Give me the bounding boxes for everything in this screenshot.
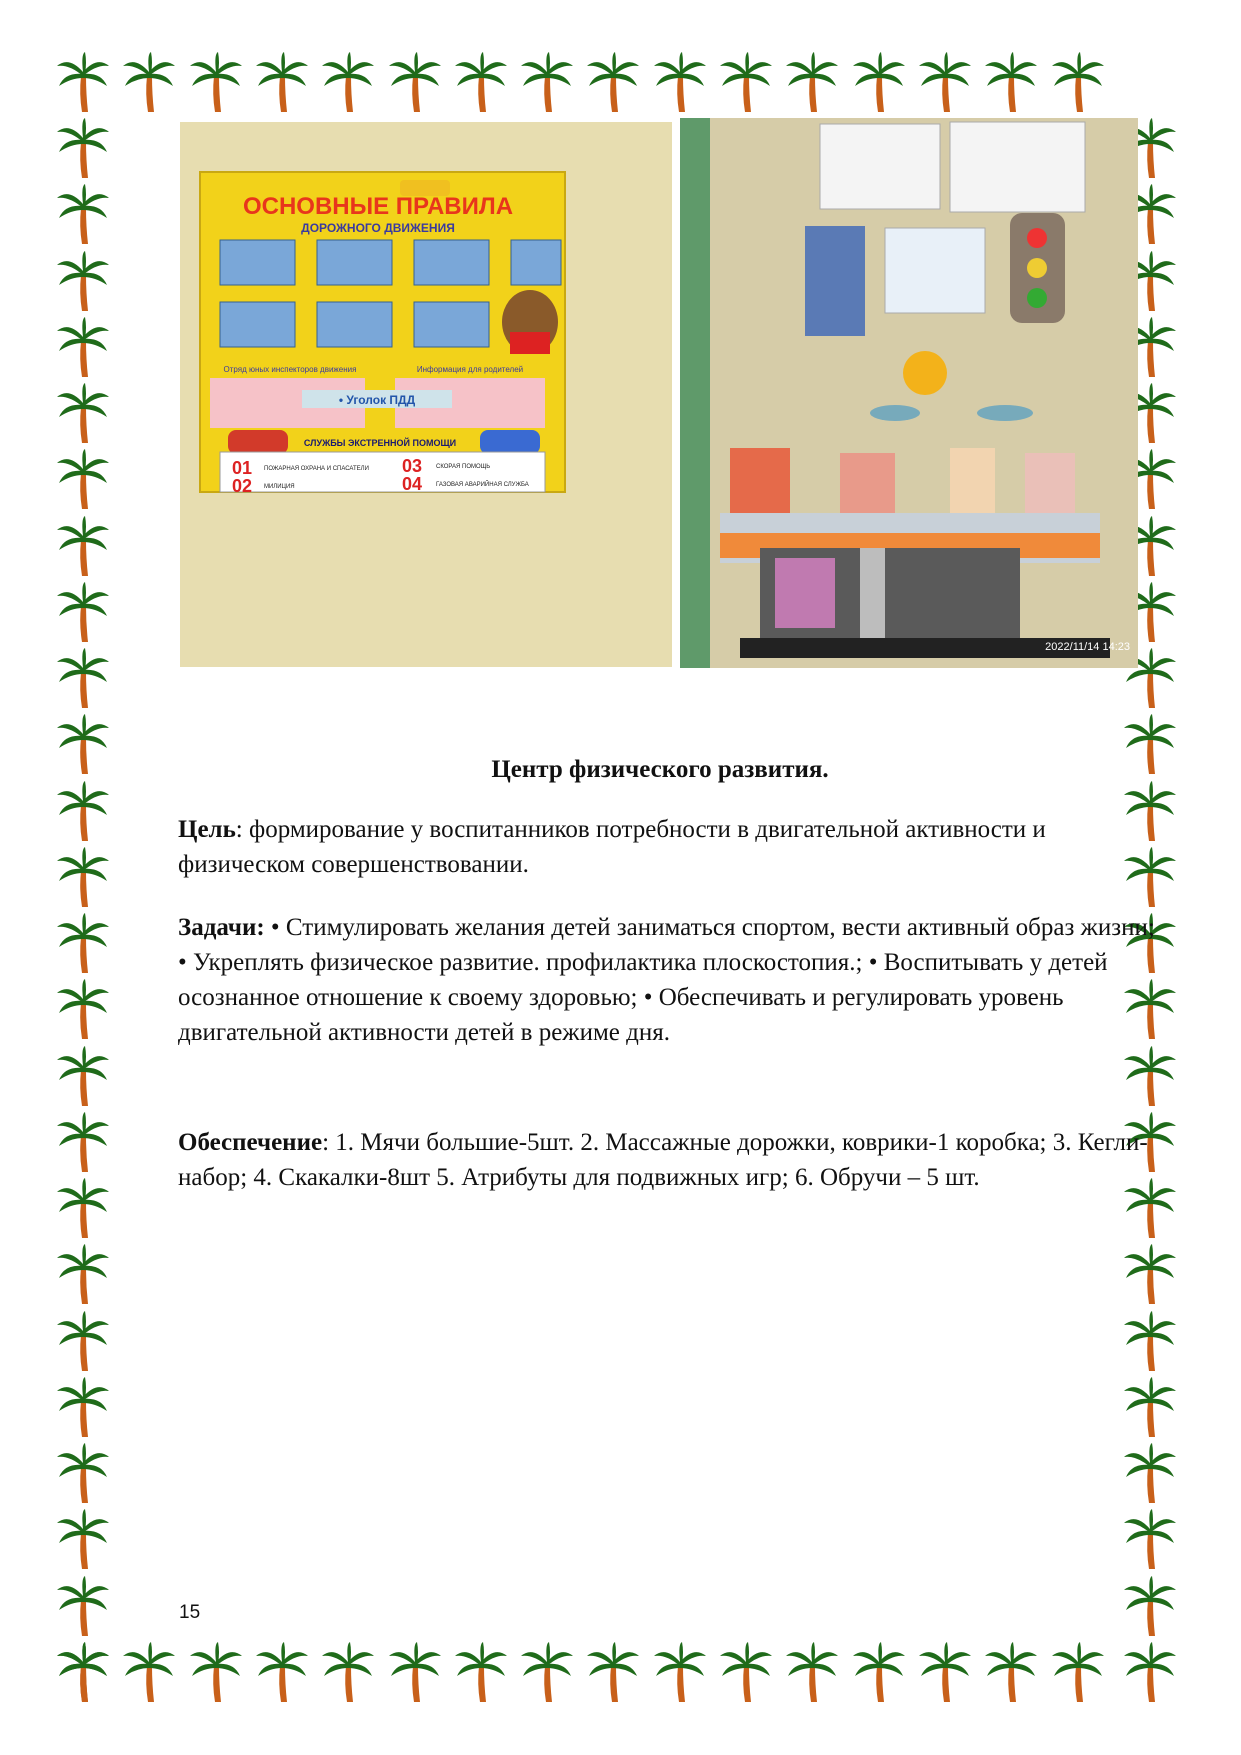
model-illustration (680, 118, 1138, 668)
palm-tree-icon (1122, 1242, 1178, 1306)
supply-paragraph (178, 1125, 1163, 1195)
palm-tree-icon (55, 845, 111, 909)
palm-tree-icon (983, 1640, 1039, 1704)
palm-tree-icon (1122, 1507, 1178, 1571)
photo-timestamp: 2022/11/14 14:23 (1045, 641, 1130, 653)
section-title: Центр физического развития. (491, 756, 829, 783)
palm-tree-icon (55, 381, 111, 445)
service-01-number: 01 (232, 458, 253, 478)
poster-panel-left-label: Отряд юных инспекторов движения (223, 365, 357, 374)
service-03-number: 03 (402, 456, 423, 476)
palm-tree-icon (1050, 50, 1106, 114)
palm-tree-icon (1122, 1640, 1178, 1704)
poster-subtitle: ДОРОЖНОГО ДВИЖЕНИЯ (301, 221, 455, 235)
palm-tree-icon (585, 1640, 641, 1704)
palm-tree-icon (121, 1640, 177, 1704)
palm-tree-icon (917, 50, 973, 114)
palm-tree-icon (55, 447, 111, 511)
palm-tree-icon (254, 50, 310, 114)
service-01-name: ПОЖАРНАЯ ОХРАНА И СПАСАТЕЛИ (264, 466, 369, 472)
palm-tree-icon (254, 1640, 310, 1704)
palm-tree-icon (55, 911, 111, 975)
goal-text: : формирование у воспитанников потребности в двигательной активности и физическом совершенствовании. (178, 816, 1046, 878)
palm-tree-icon (453, 1640, 509, 1704)
palm-tree-icon (55, 646, 111, 710)
service-02-name: МИЛИЦИЯ (264, 484, 295, 490)
palm-tree-icon (453, 50, 509, 114)
poster-illustration (180, 122, 672, 667)
palm-tree-icon (917, 1640, 973, 1704)
palm-tree-icon (519, 1640, 575, 1704)
palm-tree-icon (55, 514, 111, 578)
palm-tree-icon (55, 1574, 111, 1638)
poster-corner-label: • Уголок ПДД (338, 393, 416, 407)
palm-tree-icon (519, 50, 575, 114)
palm-tree-icon (1122, 1309, 1178, 1373)
traffic-rules-poster-photo (180, 122, 672, 667)
supply-text: : 1. Мячи большие-5шт. 2. Массажные дорожки, коврики-1 коробка; 3. Кегли- набор; 4. Скакалки-8шт 5. Атрибуты для подвижных игр; 6. Обручи – 5 шт. (178, 1129, 1148, 1191)
service-03-name: СКОРАЯ ПОМОЩЬ (436, 464, 491, 470)
poster-emergency-title: СЛУЖБЫ ЭКСТРЕННОЙ ПОМОЩИ (303, 438, 457, 448)
palm-tree-icon (55, 712, 111, 776)
palm-tree-icon (652, 50, 708, 114)
palm-tree-icon (585, 50, 641, 114)
palm-tree-icon (55, 779, 111, 843)
goal-paragraph (178, 812, 1163, 882)
palm-tree-icon (188, 50, 244, 114)
palm-tree-icon (55, 1441, 111, 1505)
palm-tree-icon (320, 50, 376, 114)
palm-tree-icon (718, 50, 774, 114)
service-02-number: 02 (232, 476, 253, 496)
palm-tree-icon (55, 1507, 111, 1571)
palm-tree-icon (851, 50, 907, 114)
palm-tree-icon (55, 50, 111, 114)
palm-tree-icon (55, 1309, 111, 1373)
palm-tree-icon (55, 182, 111, 246)
tasks-label: Задачи: (178, 914, 265, 941)
palm-tree-icon (55, 1176, 111, 1240)
traffic-corner-model-photo (680, 118, 1138, 668)
supply-label: Обеспечение (178, 1129, 323, 1156)
palm-tree-icon (1122, 1375, 1178, 1439)
palm-tree-icon (55, 1110, 111, 1174)
palm-tree-icon (55, 1242, 111, 1306)
palm-tree-icon (320, 1640, 376, 1704)
palm-tree-icon (55, 1640, 111, 1704)
palm-tree-icon (718, 1640, 774, 1704)
palm-tree-icon (784, 50, 840, 114)
palm-tree-icon (851, 1640, 907, 1704)
palm-tree-icon (55, 315, 111, 379)
palm-tree-icon (55, 977, 111, 1041)
palm-tree-icon (652, 1640, 708, 1704)
tasks-text: • Стимулировать желания детей заниматься спортом, вести активный образ жизни; • Укреплять физическое развитие. профилактика плоскостопия.; • Воспитывать у детей осознанное отношение к своему здоровью; • Обеспечивать и регулировать уровень двигательной активности детей в режиме дня. (178, 914, 1155, 1046)
poster-panel-right-label: Информация для родителей (416, 365, 524, 374)
page-number: 15 (179, 1602, 201, 1623)
palm-tree-icon (55, 580, 111, 644)
palm-tree-icon (55, 1044, 111, 1108)
palm-tree-icon (387, 50, 443, 114)
palm-tree-icon (983, 50, 1039, 114)
palm-tree-icon (188, 1640, 244, 1704)
service-04-number: 04 (402, 474, 423, 494)
palm-tree-icon (55, 1375, 111, 1439)
palm-tree-icon (55, 116, 111, 180)
palm-tree-icon (387, 1640, 443, 1704)
service-04-name: ГАЗОВАЯ АВАРИЙНАЯ СЛУЖБА (436, 482, 529, 488)
palm-tree-icon (1122, 1044, 1178, 1108)
palm-tree-icon (55, 249, 111, 313)
palm-tree-icon (1050, 1640, 1106, 1704)
palm-tree-icon (784, 1640, 840, 1704)
palm-tree-icon (121, 50, 177, 114)
poster-title: ОСНОВНЫЕ ПРАВИЛА (242, 193, 514, 220)
palm-tree-icon (1122, 1441, 1178, 1505)
palm-tree-icon (1122, 1574, 1178, 1638)
goal-label: Цель (178, 816, 236, 843)
tasks-paragraph (178, 910, 1163, 1050)
